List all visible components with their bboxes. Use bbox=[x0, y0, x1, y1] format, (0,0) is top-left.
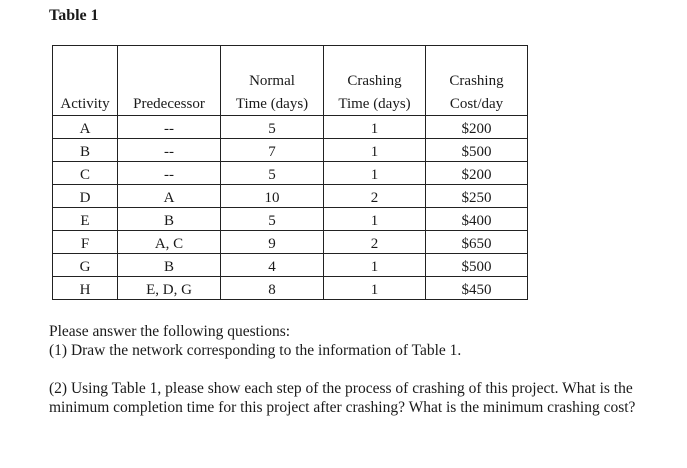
cell-predecessor: A, C bbox=[118, 231, 221, 254]
cell-activity: C bbox=[53, 162, 118, 185]
table-title: Table 1 bbox=[49, 7, 99, 24]
cell-crashing-time: 2 bbox=[324, 231, 426, 254]
cell-crashing-time: 1 bbox=[324, 116, 426, 139]
cell-crashing-cost: $650 bbox=[426, 231, 528, 254]
questions-intro: Please answer the following questions: bbox=[49, 323, 291, 340]
cell-normal-time: 9 bbox=[221, 231, 324, 254]
header-predecessor bbox=[118, 46, 221, 116]
cell-normal-time: 8 bbox=[221, 277, 324, 300]
cell-predecessor: -- bbox=[118, 139, 221, 162]
question-2: (2) Using Table 1, please show each step of the process of crashing of this project. What is the minimum completion time for this project after crashing? What is the minimum crashing cost? bbox=[49, 380, 636, 416]
cell-crashing-cost: $250 bbox=[426, 185, 528, 208]
cell-crashing-cost: $500 bbox=[426, 254, 528, 277]
cell-activity: F bbox=[53, 231, 118, 254]
cell-activity: H bbox=[53, 277, 118, 300]
activity-table bbox=[52, 45, 528, 300]
header-normal-line2: Time (days) bbox=[235, 96, 309, 112]
cell-crashing-cost: $200 bbox=[426, 116, 528, 139]
cell-predecessor: -- bbox=[118, 116, 221, 139]
table-row bbox=[53, 277, 528, 300]
header-crash-line1: Crashing bbox=[347, 73, 402, 89]
table-row bbox=[53, 208, 528, 231]
header-crash-line2: Time (days) bbox=[338, 96, 411, 112]
cell-normal-time: 7 bbox=[221, 139, 324, 162]
cell-activity: A bbox=[53, 116, 118, 139]
cell-crashing-time: 1 bbox=[324, 139, 426, 162]
cell-normal-time: 10 bbox=[221, 185, 324, 208]
header-normal-time bbox=[221, 46, 324, 116]
cell-predecessor: B bbox=[118, 254, 221, 277]
table-row bbox=[53, 116, 528, 139]
cell-predecessor: A bbox=[118, 185, 221, 208]
cell-crashing-time: 1 bbox=[324, 277, 426, 300]
cell-crashing-time: 1 bbox=[324, 162, 426, 185]
cell-predecessor: -- bbox=[118, 162, 221, 185]
cell-crashing-cost: $500 bbox=[426, 139, 528, 162]
cell-normal-time: 4 bbox=[221, 254, 324, 277]
table-row bbox=[53, 254, 528, 277]
cell-crashing-time: 2 bbox=[324, 185, 426, 208]
table-row bbox=[53, 162, 528, 185]
paragraph-gap bbox=[49, 360, 649, 379]
table-row bbox=[53, 231, 528, 254]
table-row bbox=[53, 139, 528, 162]
questions-block bbox=[49, 322, 649, 417]
cell-crashing-cost: $200 bbox=[426, 162, 528, 185]
header-crashing-cost bbox=[426, 46, 528, 116]
cell-predecessor: B bbox=[118, 208, 221, 231]
cell-predecessor: E, D, G bbox=[118, 277, 221, 300]
header-normal-line1: Normal bbox=[249, 73, 295, 89]
question-1: (1) Draw the network corresponding to the information of Table 1. bbox=[49, 342, 462, 359]
cell-crashing-cost: $450 bbox=[426, 277, 528, 300]
cell-activity: D bbox=[53, 185, 118, 208]
cell-normal-time: 5 bbox=[221, 116, 324, 139]
header-activity bbox=[53, 46, 118, 116]
cell-activity: G bbox=[53, 254, 118, 277]
table-row bbox=[53, 185, 528, 208]
header-cost-line1: Crashing bbox=[449, 73, 504, 89]
cell-crashing-time: 1 bbox=[324, 208, 426, 231]
cell-activity: B bbox=[53, 139, 118, 162]
cell-crashing-cost: $400 bbox=[426, 208, 528, 231]
header-cost-line2: Cost/day bbox=[449, 96, 504, 112]
header-predecessor-label: Predecessor bbox=[133, 96, 205, 112]
cell-crashing-time: 1 bbox=[324, 254, 426, 277]
cell-normal-time: 5 bbox=[221, 162, 324, 185]
cell-activity: E bbox=[53, 208, 118, 231]
table-header-row bbox=[53, 46, 528, 116]
cell-normal-time: 5 bbox=[221, 208, 324, 231]
header-activity-label: Activity bbox=[60, 96, 110, 112]
header-crashing-time bbox=[324, 46, 426, 116]
